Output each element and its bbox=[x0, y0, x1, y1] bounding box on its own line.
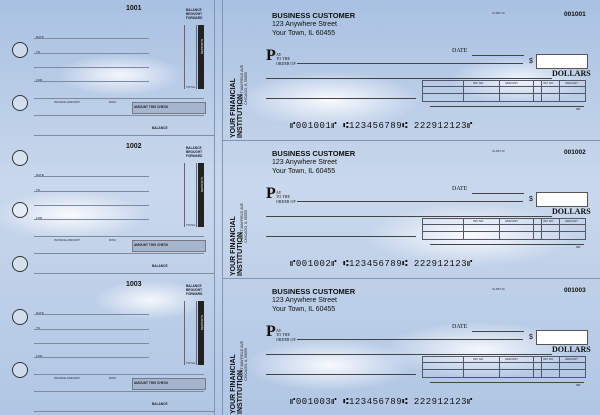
pay-label-p: P bbox=[266, 323, 276, 340]
stub-line bbox=[34, 329, 149, 330]
stub-total-label: TOTAL bbox=[186, 223, 196, 227]
grid-line bbox=[559, 219, 560, 239]
stub-line bbox=[34, 67, 149, 68]
binder-hole bbox=[12, 150, 28, 166]
stub-line bbox=[34, 314, 149, 315]
signature-field[interactable] bbox=[430, 106, 584, 107]
stub-to-label: TO bbox=[36, 188, 41, 192]
amount-header: AMOUNT bbox=[565, 357, 578, 361]
pay-label-p: P bbox=[266, 185, 276, 202]
grid-line bbox=[533, 219, 534, 239]
stub-number: 1002 bbox=[126, 143, 142, 150]
stub-divider bbox=[214, 0, 215, 415]
stub-column bbox=[196, 301, 197, 365]
stub-line bbox=[34, 219, 149, 220]
balance-brought-forward-label: BALANCE BROUGHT FORWARD bbox=[186, 8, 203, 20]
disc-label: DISC bbox=[109, 376, 117, 380]
inv-no-header: INV NO bbox=[473, 357, 484, 361]
binder-hole bbox=[12, 362, 28, 378]
payee-field[interactable] bbox=[297, 201, 523, 202]
check-number: 001003 bbox=[564, 287, 586, 294]
bank-name: YOUR FINANCIAL INSTITUTION bbox=[230, 216, 244, 276]
inv-no-header: INV NO bbox=[543, 219, 554, 223]
bank-address: 3 WEST MAYFIELD AVE CHICAGO, IL 55555 bbox=[240, 203, 248, 243]
pay-label-ay: AY bbox=[276, 190, 282, 195]
amount-header: AMOUNT bbox=[505, 357, 518, 361]
date-field[interactable] bbox=[472, 193, 524, 194]
date-field[interactable] bbox=[472, 55, 524, 56]
inv-no-header: INV NO bbox=[473, 81, 484, 85]
binder-hole bbox=[12, 42, 28, 58]
amount-field[interactable] bbox=[536, 54, 588, 69]
check-separator bbox=[222, 140, 600, 141]
memo-field[interactable] bbox=[266, 374, 416, 375]
grid-line bbox=[499, 357, 500, 377]
invoice-amount-label: INVOICE AMOUNT bbox=[54, 238, 81, 242]
company-city: Your Town, IL 60455 bbox=[272, 306, 336, 313]
binder-hole bbox=[12, 95, 28, 111]
grid-line bbox=[463, 357, 464, 377]
order-of-label: TO THE ORDER OF bbox=[276, 194, 296, 204]
bank-name: YOUR FINANCIAL INSTITUTION bbox=[230, 78, 244, 138]
dollars-label: DOLLARS bbox=[552, 345, 591, 354]
check-separator bbox=[222, 278, 600, 279]
signature-field[interactable] bbox=[430, 244, 584, 245]
grid-line bbox=[541, 219, 542, 239]
amount-this-check-label: AMOUNT THIS CHECK bbox=[134, 381, 169, 385]
invoice-amount-label: INVOICE AMOUNT bbox=[54, 100, 81, 104]
stub-balance-label: BALANCE bbox=[152, 264, 168, 268]
stub-line bbox=[34, 176, 149, 177]
grid-line bbox=[423, 224, 585, 225]
binder-hole bbox=[12, 202, 28, 218]
inv-no-header: INV NO bbox=[473, 219, 484, 223]
company-address: 123 Anywhere Street bbox=[272, 297, 337, 304]
inv-no-header: INV NO bbox=[543, 357, 554, 361]
amount-field[interactable] bbox=[536, 192, 588, 207]
amount-header: AMOUNT bbox=[505, 81, 518, 85]
stub-date-label: DATE bbox=[36, 311, 44, 315]
stub-number: 1001 bbox=[126, 5, 142, 12]
check-stub bbox=[34, 3, 214, 140]
dollars-label: DOLLARS bbox=[552, 207, 591, 216]
company-city: Your Town, IL 60455 bbox=[272, 30, 336, 37]
binder-hole bbox=[12, 256, 28, 272]
dollar-sign: $ bbox=[529, 334, 533, 341]
balance-brought-forward-label: BALANCE BROUGHT FORWARD bbox=[186, 284, 203, 296]
grid-line bbox=[499, 81, 500, 101]
pay-label-ay: AY bbox=[276, 328, 282, 333]
inv-no-header: INV NO bbox=[543, 81, 554, 85]
balance-brought-forward-label: BALANCE BROUGHT FORWARD bbox=[186, 146, 203, 158]
memo-field[interactable] bbox=[266, 98, 416, 99]
company-address: 123 Anywhere Street bbox=[272, 159, 337, 166]
stub-column bbox=[184, 301, 185, 365]
date-label: DATE bbox=[452, 186, 468, 192]
stub-line bbox=[34, 81, 149, 82]
stub-balance-label: BALANCE bbox=[152, 402, 168, 406]
company-name: BUSINESS CUSTOMER bbox=[272, 287, 356, 296]
routing-fraction: 01-88/710 bbox=[492, 149, 505, 153]
date-field[interactable] bbox=[472, 331, 524, 332]
stub-column bbox=[184, 25, 185, 89]
amount-header: AMOUNT bbox=[565, 219, 578, 223]
stub-number: 1003 bbox=[126, 281, 142, 288]
stub-line bbox=[34, 391, 204, 392]
routing-fraction: 01-88/710 bbox=[492, 11, 505, 15]
grid-line bbox=[463, 81, 464, 101]
invoice-grid bbox=[422, 356, 586, 378]
stub-line bbox=[34, 191, 149, 192]
stub-line bbox=[34, 273, 214, 274]
grid-line bbox=[533, 357, 534, 377]
grid-line bbox=[423, 93, 585, 94]
stub-for-label: FOR bbox=[36, 78, 43, 82]
amount-header: AMOUNT bbox=[565, 81, 578, 85]
written-amount-field[interactable] bbox=[266, 78, 552, 79]
stub-column bbox=[196, 163, 197, 227]
check-stub bbox=[34, 279, 214, 415]
grid-line bbox=[541, 81, 542, 101]
grid-line bbox=[463, 219, 464, 239]
mp-label: MP bbox=[576, 107, 581, 111]
pay-label-ay: AY bbox=[276, 52, 282, 57]
check-number: 001001 bbox=[564, 11, 586, 18]
grid-line bbox=[559, 81, 560, 101]
disc-label: DISC bbox=[109, 238, 117, 242]
amount-this-check-label: AMOUNT THIS CHECK bbox=[134, 243, 169, 247]
stub-to-label: TO bbox=[36, 326, 41, 330]
stub-line bbox=[34, 135, 214, 136]
stub-line bbox=[34, 205, 149, 206]
date-label: DATE bbox=[452, 324, 468, 330]
grid-line bbox=[499, 219, 500, 239]
binder-hole bbox=[12, 309, 28, 325]
stub-column bbox=[184, 163, 185, 227]
stub-line bbox=[34, 374, 204, 375]
payee-field[interactable] bbox=[297, 339, 523, 340]
stub-line bbox=[34, 98, 204, 99]
bank-address: 3 WEST MAYFIELD AVE CHICAGO, IL 55555 bbox=[240, 65, 248, 105]
stub-line bbox=[34, 115, 204, 116]
grid-line bbox=[559, 357, 560, 377]
written-amount-field[interactable] bbox=[266, 216, 552, 217]
bank-info bbox=[228, 289, 248, 414]
stub-date-label: DATE bbox=[36, 35, 44, 39]
check bbox=[222, 279, 600, 415]
stub-for-label: FOR bbox=[36, 216, 43, 220]
deposits-bar bbox=[198, 163, 204, 227]
order-of-label: TO THE ORDER OF bbox=[276, 332, 296, 342]
order-of-label: TO THE ORDER OF bbox=[276, 56, 296, 66]
invoice-grid bbox=[422, 80, 586, 102]
bank-name: YOUR FINANCIAL INSTITUTION bbox=[230, 354, 244, 414]
invoice-grid bbox=[422, 218, 586, 240]
micr-line: ⑈001001⑈ ⑆123456789⑆ 222912123⑈ bbox=[290, 121, 473, 131]
company-city: Your Town, IL 60455 bbox=[272, 168, 336, 175]
check bbox=[222, 141, 600, 278]
mp-label: MP bbox=[576, 383, 581, 387]
payee-field[interactable] bbox=[297, 63, 523, 64]
check-stub bbox=[34, 141, 214, 278]
date-label: DATE bbox=[452, 48, 468, 54]
stub-line bbox=[34, 343, 149, 344]
stub-line bbox=[34, 236, 204, 237]
stub-column bbox=[196, 25, 197, 89]
stub-line bbox=[34, 53, 149, 54]
deposits-bar bbox=[198, 25, 204, 89]
check bbox=[222, 3, 600, 140]
disc-label: DISC bbox=[109, 100, 117, 104]
stub-line bbox=[34, 253, 204, 254]
dollars-label: DOLLARS bbox=[552, 69, 591, 78]
grid-line bbox=[541, 357, 542, 377]
signature-field[interactable] bbox=[430, 382, 584, 383]
grid-line bbox=[533, 81, 534, 101]
deposits-bar bbox=[198, 301, 204, 365]
invoice-amount-label: INVOICE AMOUNT bbox=[54, 376, 81, 380]
stub-balance-label: BALANCE bbox=[152, 126, 168, 130]
grid-line bbox=[423, 231, 585, 232]
deposits-label: DEPOSITS bbox=[200, 177, 204, 193]
stub-to-label: TO bbox=[36, 50, 41, 54]
amount-header: AMOUNT bbox=[505, 219, 518, 223]
stub-line bbox=[34, 357, 149, 358]
dollar-sign: $ bbox=[529, 196, 533, 203]
memo-field[interactable] bbox=[266, 236, 416, 237]
bank-info bbox=[228, 151, 248, 276]
grid-line bbox=[423, 362, 585, 363]
grid-line bbox=[423, 369, 585, 370]
company-name: BUSINESS CUSTOMER bbox=[272, 11, 356, 20]
micr-line: ⑈001002⑈ ⑆123456789⑆ 222912123⑈ bbox=[290, 259, 473, 269]
company-address: 123 Anywhere Street bbox=[272, 21, 337, 28]
bank-info bbox=[228, 13, 248, 138]
stub-total-label: TOTAL bbox=[186, 85, 196, 89]
mp-label: MP bbox=[576, 245, 581, 249]
stub-line bbox=[34, 38, 149, 39]
check-number: 001002 bbox=[564, 149, 586, 156]
stub-for-label: FOR bbox=[36, 354, 43, 358]
written-amount-field[interactable] bbox=[266, 354, 552, 355]
grid-line bbox=[423, 86, 585, 87]
bank-address: 3 WEST MAYFIELD AVE CHICAGO, IL 55555 bbox=[240, 341, 248, 381]
deposits-label: DEPOSITS bbox=[200, 315, 204, 331]
stub-total-label: TOTAL bbox=[186, 361, 196, 365]
micr-line: ⑈001003⑈ ⑆123456789⑆ 222912123⑈ bbox=[290, 397, 473, 407]
routing-fraction: 01-88/710 bbox=[492, 287, 505, 291]
dollar-sign: $ bbox=[529, 58, 533, 65]
amount-field[interactable] bbox=[536, 330, 588, 345]
deposits-label: DEPOSITS bbox=[200, 39, 204, 55]
stub-line bbox=[34, 411, 214, 412]
pay-label-p: P bbox=[266, 47, 276, 64]
company-name: BUSINESS CUSTOMER bbox=[272, 149, 356, 158]
stub-date-label: DATE bbox=[36, 173, 44, 177]
amount-this-check-label: AMOUNT THIS CHECK bbox=[134, 105, 169, 109]
